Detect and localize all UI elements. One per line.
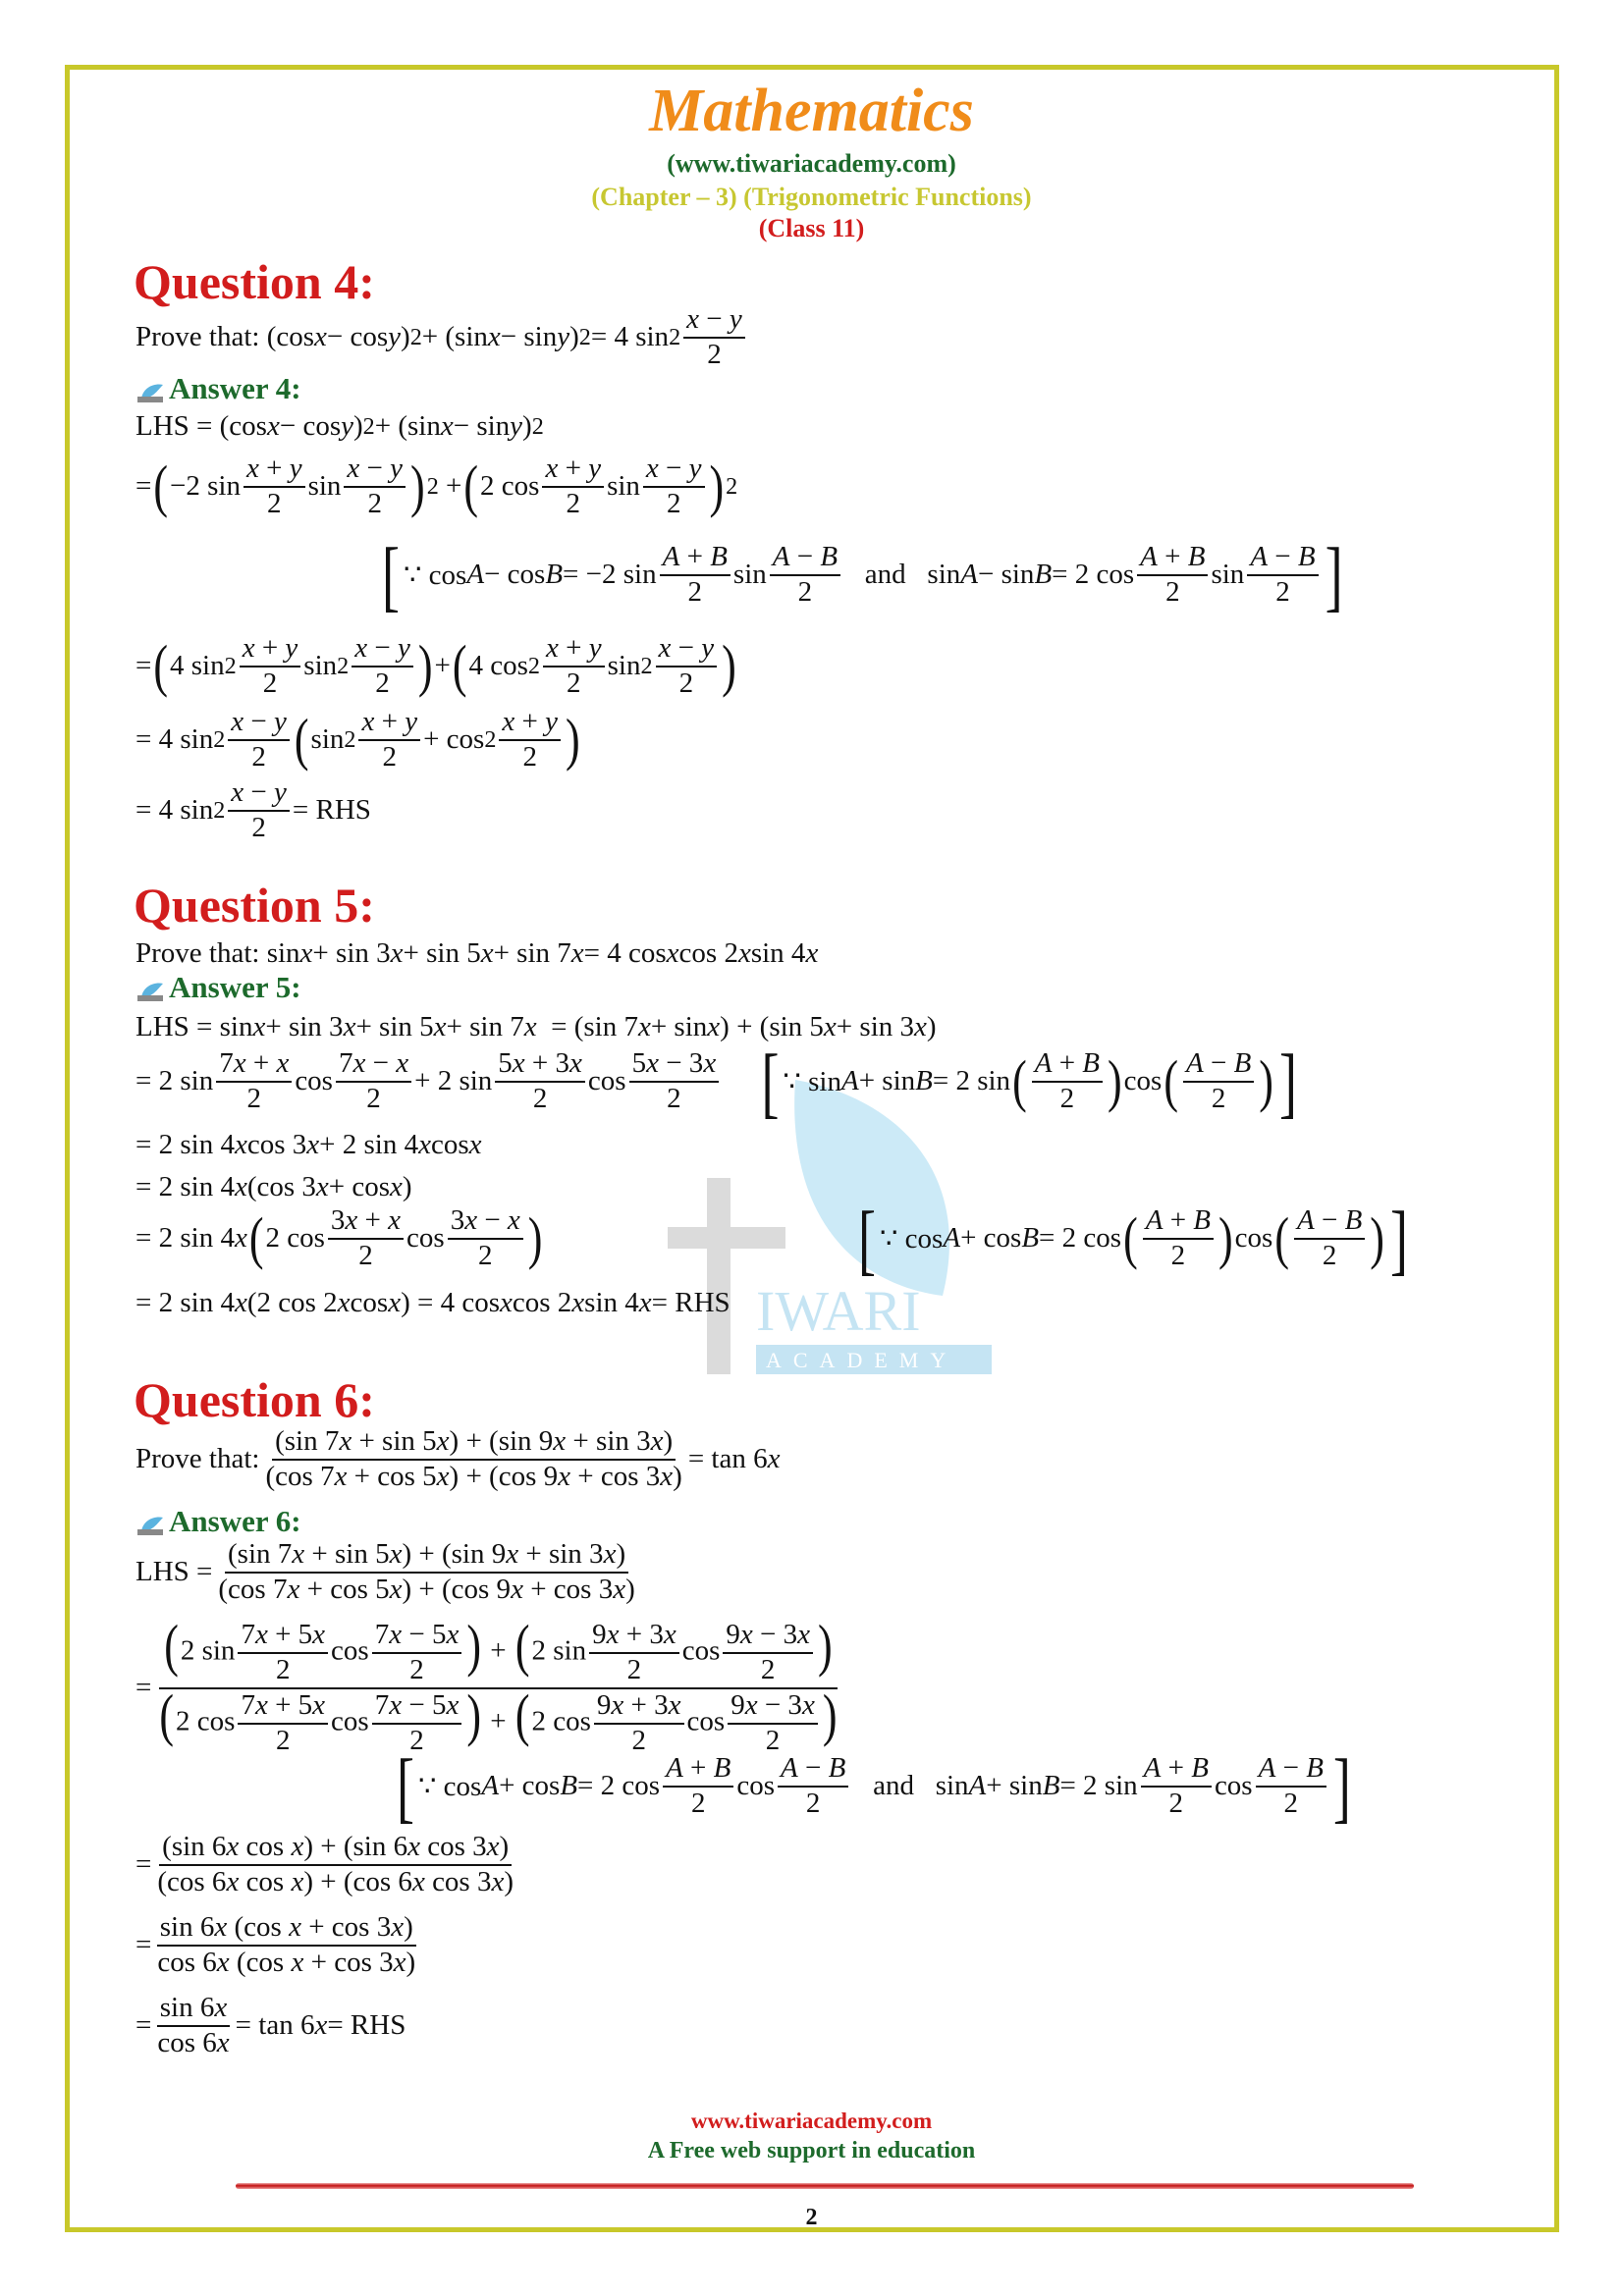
a6-step-4: = $\frac{\text{sin 6x (cos x + cos 3x)}}{\text{cos 6x (cos x + cos 3x)}}$ xyxy=(135,1911,416,1978)
answer-4-heading: Answer 4: xyxy=(135,371,301,406)
footer-site: www.tiwariacademy.com xyxy=(690,2109,933,2133)
a5-identity: [ ∵ cos A + cos B = 2 cos ( $\frac{A + B}{2}$ ) cos ( $\frac{A - B}{2}$ ) ] xyxy=(858,1194,1408,1283)
footer-divider xyxy=(236,2183,1414,2189)
watermark-text: IWARI xyxy=(756,1279,921,1343)
a6-step-3: = $\frac{\text{(sin 6x cos x) + (sin 6x cos 3x)}}{\text{(cos 6x cos x) + (cos 6x cos 3x)}}$ xyxy=(135,1831,514,1897)
a5-step-6: = 2 sin 4 x (2 cos 2 x cos x ) = 4 cos x cos 2 x sin 4 x = RHS xyxy=(135,1287,730,1318)
a4-step-3: = ( 4 sin 2 $\frac{x + y}{2}$ sin 2 $\frac{x - y}{2}$ ) + ( 4 cos 2 $\frac{x + y}{2}$ sin 2 $\frac{x - y}{2}$ ) xyxy=(135,632,736,699)
page-title: Mathematics xyxy=(649,78,974,144)
q5-statement: Prove that: sin x + sin 3 x + sin 5 x + sin 7 x = 4 cos x cos 2 x sin 4 x xyxy=(135,937,819,969)
a4-identity: [ ∵ cos A − cos B = −2 sin $\frac{A + B}{2}$ sin $\frac{A - B}{2}$ and sin A − sin B = 2 cos $\frac{A + B}{2}$ sin $\frac{A - B}{2}$ ] xyxy=(382,530,1343,619)
q5-prove-label: Prove that: xyxy=(135,937,260,969)
a5-step-5: = 2 sin 4 x ( 2 cos $\frac{3x + x}{2}$ cos $\frac{3x - x}{2}$ ) xyxy=(135,1204,543,1271)
a6-step-5: = $\frac{\sin 6x}{\cos 6x}$ = tan 6 x = RHS xyxy=(135,1992,406,2058)
a4-step-4: = 4 sin 2 $\frac{x - y}{2}$ ( sin 2 $\frac{x + y}{2}$ + cos 2 $\frac{x + y}{2}$ ) xyxy=(135,706,580,773)
question-4-heading: Question 4: xyxy=(134,254,375,309)
watermark-subtext: ACADEMY xyxy=(766,1348,958,1372)
a5-step-1: LHS = sin x + sin 3 x + sin 5 x + sin 7 x = (sin 7 x + sin x ) + (sin 5 x + sin 3 x ) xyxy=(135,1011,937,1042)
footer-tagline: A Free web support in education xyxy=(647,2138,976,2163)
tiwari-small-logo-icon xyxy=(135,377,165,400)
question-6-heading: Question 6: xyxy=(134,1372,375,1427)
q6-prove-label: Prove that: xyxy=(135,1443,260,1475)
a4-step-1: LHS = (cos x − cos y ) 2 + (sin x − sin y ) 2 xyxy=(135,410,544,442)
header-site: (www.tiwariacademy.com) xyxy=(667,149,956,178)
a5-step-2: = 2 sin $\frac{7x + x}{2}$ cos $\frac{7x - x}{2}$ + 2 sin $\frac{5x + 3x}{2}$ cos $\frac{5x - 3x}{2}$ [ ∵ sin A + sin B = 2 sin ( $\frac{A + B}{2}$ ) cos ( $\frac{A - B}{2}$ ) ] xyxy=(135,1037,1297,1126)
question-5-heading: Question 5: xyxy=(134,878,375,933)
a6-step-2: = (2 sin $\frac{7x + 5x}{2}$ cos $\frac{7x - 5x}{2}$ ) + (2 sin $\frac{9x + 3x}{2}$ cos $\frac{9x - 3x}{2}$ ) (2 cos $\frac{7x + 5x}{2}$ cos $\frac{7x - 5x}{2}$ ) + (2 cos $\frac{9x + 3x}{2}$ cos $\frac{9x - 3x}{2}$ ) xyxy=(135,1612,838,1756)
a5-step-4: = 2 sin 4 x (cos 3 x + cos x ) xyxy=(135,1171,412,1202)
header-class: (Class 11) xyxy=(758,214,865,242)
a4-step-2: = ( −2 sin $\frac{x + y}{2}$ sin $\frac{x - y}{2}$ ) 2 + ( 2 cos $\frac{x + y}{2}$ sin $\frac{x - y}{2}$ ) 2 xyxy=(135,453,738,519)
page-number: 2 xyxy=(805,2205,818,2230)
tiwari-small-logo-icon xyxy=(135,1510,165,1533)
q4-prove-label: Prove that: xyxy=(135,321,260,353)
q4-statement: Prove that: (cos x − cos y ) 2 + (sin x − sin y ) 2 = 4 sin 2 $\frac{x - y}{2}$ xyxy=(135,304,748,371)
answer-5-heading: Answer 5: xyxy=(135,970,301,1005)
a4-step-5: = 4 sin 2 $\frac{x - y}{2}$ = RHS xyxy=(135,776,371,843)
a6-step-1: LHS = $\frac{(\sin 7x + \sin 5x) + (\sin 9x + \sin 3x)}{(\cos 7x + \cos 5x) + (\cos 9x + \cos 3x)}$ xyxy=(135,1538,635,1605)
a6-identity: [ ∵ cos A + cos B = 2 cos $\frac{A + B}{2}$ cos $\frac{A - B}{2}$ and sin A + sin B = 2 sin $\frac{A + B}{2}$ cos $\frac{A - B}{2}$ ] xyxy=(397,1741,1351,1831)
header-chapter: (Chapter – 3) (Trigonometric Functions) xyxy=(591,183,1032,211)
a5-step-3: = 2 sin 4 x cos 3 x + 2 sin 4 x cos x xyxy=(135,1129,482,1160)
tiwari-small-logo-icon xyxy=(135,976,165,999)
answer-6-heading: Answer 6: xyxy=(135,1504,301,1539)
q6-statement: Prove that: $\frac{(\sin 7x + \sin 5x) + (\sin 9x + \sin 3x)}{(\cos 7x + \cos 5x) + (\cos 9x + \cos 3x)}$ = tan 6 x xyxy=(135,1425,781,1492)
